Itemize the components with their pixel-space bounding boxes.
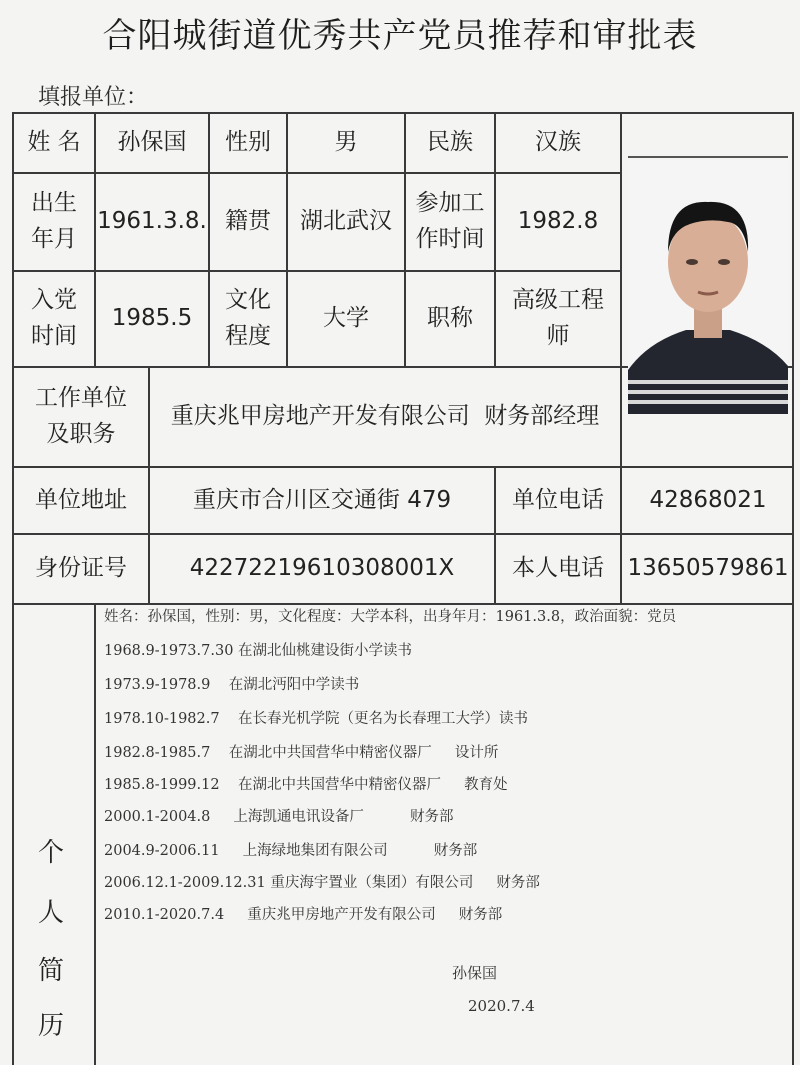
resume-line: 1982.8-1985.7 在湖北中共国营华中精密仪器厂 设计所 [104, 745, 499, 761]
gender-value: 男 [334, 129, 358, 156]
name-label: 姓 名 [27, 129, 81, 156]
resume-line: 2004.9-2006.11 上海绿地集团有限公司 财务部 [104, 843, 478, 859]
education-value: 大学 [323, 305, 369, 332]
birth-value: 1961.3.8. [97, 208, 207, 235]
resume-line: 2006.12.1-2009.12.31 重庆海宇置业（集团）有限公司 财务部 [104, 875, 540, 891]
party-date-value: 1985.5 [111, 305, 193, 332]
portrait-photo [628, 160, 788, 414]
fill-unit-label: 填报单位： [38, 85, 149, 110]
form-title: 合阳城街道优秀共产党员推荐和审批表 [102, 16, 698, 56]
ethnicity-label: 民族 [427, 129, 473, 156]
resume-line: 1978.10-1982.7 在长春光机学院（更名为长春理工大学）读书 [104, 711, 529, 727]
gender-label: 性别 [225, 129, 271, 156]
party-date-label: 入党时间 [31, 287, 77, 349]
resume-line: 1973.9-1978.9 在湖北沔阳中学读书 [104, 677, 360, 693]
resume-line: 1968.9-1973.7.30 在湖北仙桃建设街小学读书 [104, 643, 413, 659]
ethnicity-value: 汉族 [535, 129, 581, 156]
native-label: 籍贯 [225, 208, 271, 235]
photo-top-rule [628, 156, 788, 158]
unit-phone-value: 42868021 [649, 486, 767, 513]
job-title-label: 职称 [427, 305, 473, 332]
signature-date: 2020.7.4 [468, 997, 535, 1015]
native-value: 湖北武汉 [300, 208, 392, 235]
resume-line: 2010.1-2020.7.4 重庆兆甲房地产开发有限公司 财务部 [104, 907, 503, 923]
resume-side-char: 历 [37, 1011, 64, 1041]
portrait-photo-icon [628, 160, 788, 414]
employer-value: 重庆兆甲房地产开发有限公司 财务部经理 [170, 403, 600, 430]
birth-label: 出生年月 [31, 190, 77, 252]
job-title-value: 高级工程师 [512, 287, 604, 349]
name-value: 孙保国 [117, 129, 187, 156]
work-start-label: 参加工作时间 [415, 190, 485, 252]
resume-line: 2000.1-2004.8 上海凯通电讯设备厂 财务部 [104, 809, 454, 825]
id-number-label: 身份证号 [35, 555, 127, 582]
resume-line: 姓名：孙保国，性别：男，文化程度：大学本科，出身年月：1961.3.8，政治面貌：党员 [104, 609, 677, 625]
personal-phone-label: 本人电话 [512, 555, 604, 582]
resume-line: 1985.8-1999.12 在湖北中共国营华中精密仪器厂 教育处 [104, 777, 508, 793]
resume-side-char: 简 [37, 956, 64, 986]
work-start-value: 1982.8 [517, 208, 599, 235]
personal-phone-value: 13650579861 [627, 555, 789, 582]
id-number-value: 42272219610308001X [189, 555, 455, 582]
address-value: 重庆市合川区交通街 479 [192, 486, 452, 513]
address-label: 单位地址 [35, 486, 127, 513]
education-label: 文化程度 [225, 287, 271, 349]
resume-side-char: 人 [37, 898, 64, 928]
employer-label: 工作单位及职务 [35, 385, 127, 447]
signature-name: 孙保国 [452, 964, 498, 982]
resume-side-char: 个 [37, 838, 64, 868]
unit-phone-label: 单位电话 [512, 486, 604, 513]
